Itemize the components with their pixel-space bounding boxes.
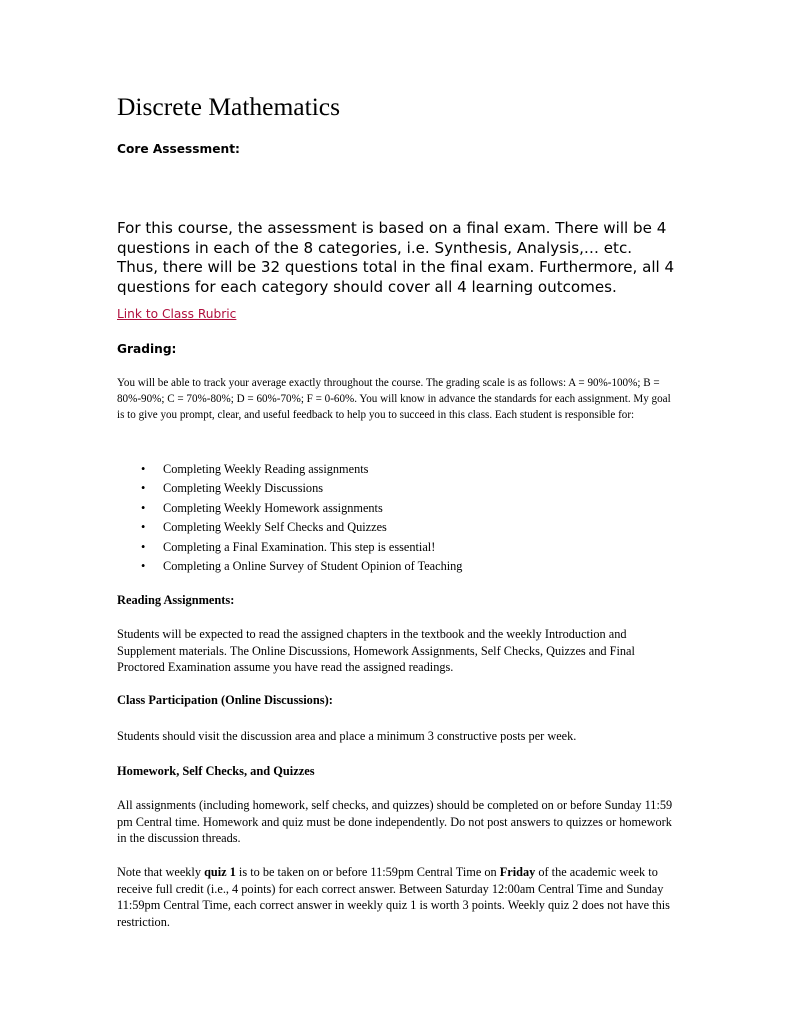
- quiz-note-text: is to be taken on or before 11:59pm Central Time on: [235, 865, 500, 879]
- list-item: [133, 538, 462, 557]
- list-item-text: Completing a Final Examination. This step is essential!: [163, 539, 436, 554]
- list-item-text: Completing Weekly Discussions: [163, 481, 324, 496]
- grading-heading: Grading:: [117, 342, 177, 356]
- quiz-note-text: of the academic week to receive full credit (i.e., 4 points) for each correct answer. Between Saturday 12:00am Central Time and Sunday 11:59pm Central Time, each correct answer in weekly quiz 1 is worth 3 points. Weekly quiz 2 does not have this restriction.: [117, 865, 670, 930]
- list-item: [133, 518, 462, 537]
- responsibilities-list: [133, 460, 462, 576]
- bullet-icon: •: [141, 539, 146, 554]
- class-rubric-link[interactable]: Link to Class Rubric: [117, 307, 237, 321]
- list-item-text: Completing Weekly Self Checks and Quizzes: [163, 520, 387, 535]
- bullet-icon: •: [141, 558, 146, 573]
- reading-assignments-heading: Reading Assignments:: [117, 593, 235, 607]
- assessment-intro-paragraph: For this course, the assessment is based on a final exam. There will be 4 questions in each of the 8 categories, i.e. Synthesis, Analysis,… etc. Thus, there will be 32 questions total in the final exam. Furthermore, all 4 questions for each category should cover all 4 learning outcomes.: [117, 219, 675, 296]
- quiz-note-paragraph: [117, 864, 677, 931]
- bullet-icon: •: [141, 500, 146, 515]
- class-participation-paragraph: Students should visit the discussion area and place a minimum 3 constructive posts per week.: [117, 729, 577, 743]
- list-item: [133, 479, 462, 498]
- reading-assignments-paragraph: Students will be expected to read the assigned chapters in the textbook and the weekly Introduction and Supplement materials. The Online Discussions, Homework Assignments, Self Checks, Quizzes and Final Proctored Examination assume you have read the assigned readings.: [117, 627, 635, 675]
- class-participation-heading: Class Participation (Online Discussions):: [117, 693, 333, 707]
- core-assessment-heading: Core Assessment:: [117, 142, 240, 156]
- bullet-icon: •: [141, 462, 146, 476]
- document-title: Discrete Mathematics: [117, 92, 341, 121]
- quiz-1-emphasis: quiz 1: [204, 865, 236, 879]
- homework-heading: Homework, Self Checks, and Quizzes: [117, 764, 315, 778]
- quiz-note-text: Note that weekly: [117, 865, 205, 879]
- list-item-text: Completing Weekly Reading assignments: [163, 462, 369, 476]
- list-item: [133, 499, 462, 518]
- list-item-text: Completing a Online Survey of Student Opinion of Teaching: [163, 558, 463, 573]
- homework-paragraph: All assignments (including homework, self checks, and quizzes) should be completed on or before Sunday 11:59 pm Central time. Homework and quiz must be done independently. Do not post answers to quizzes or homework in the discussion threads.: [117, 798, 673, 846]
- list-item-text: Completing Weekly Homework assignments: [163, 500, 383, 515]
- grading-paragraph: You will be able to track your average exactly throughout the course. The grading scale is as follows: A = 90%-100%; B = 80%-90%; C = 70%-80%; D = 60%-70%; F = 0-60%. You will know in advance the standards for each assignment. My goal is to give you prompt, clear, and useful feedback to help you to succeed in this class. Each student is responsible for:: [117, 377, 671, 422]
- list-item: [133, 460, 462, 479]
- friday-emphasis: Friday: [499, 865, 536, 879]
- bullet-icon: •: [141, 481, 146, 496]
- bullet-icon: •: [141, 520, 146, 535]
- list-item: [133, 557, 462, 576]
